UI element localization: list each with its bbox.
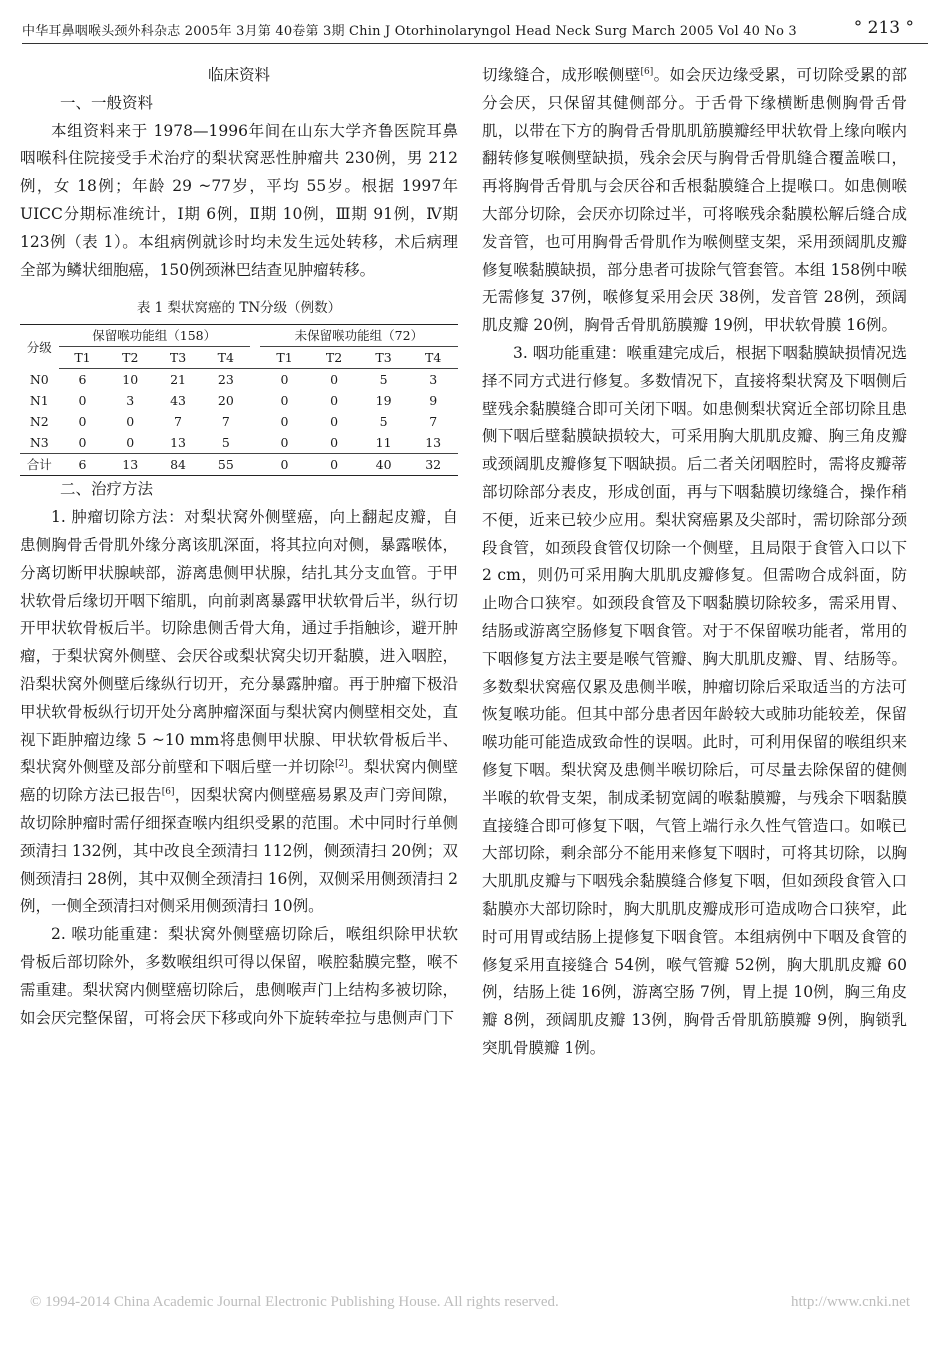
row-label: 合计 (20, 454, 59, 476)
col-header: T1 (59, 347, 107, 369)
cell: 0 (280, 372, 289, 388)
cell: 0 (260, 454, 310, 476)
subsection-treatment: 二、治疗方法 (60, 480, 154, 499)
footer-watermark (30, 1294, 910, 1311)
page-number: ° 213 ° (853, 18, 914, 38)
table-row (20, 390, 458, 411)
tn-staging-table (20, 324, 458, 476)
col-header: T4 (202, 347, 250, 369)
col-header: T4 (408, 347, 458, 369)
text-run: 。梨状窝内侧壁癌的切除方法已报告 (20, 758, 458, 805)
table-row (20, 369, 458, 391)
text-run: 切缘缝合，成形喉侧壁 (482, 66, 641, 84)
paragraph-pharynx-reconstruction: 3. 咽功能重建：喉重建完成后，根据下咽黏膜缺损情况选择不同方式进行修复。多数情况下，直接将梨状窝及下咽侧后壁残余黏膜缝合即可关闭下咽。如患侧梨状窝近全部切除且患侧下咽后壁黏膜缺损较大，可采用胸大肌肌皮瓣、胸三角皮瓣或颈阔肌皮瓣修复下咽缺损。后二者关闭咽腔时，需将皮瓣蒂部切除部分表皮，形成创面，再与下咽黏膜切缘缝合，操作稍不便，近来已较少应用。梨状窝癌累及尖部时，需切除部分颈段食管，如颈段食管仅切除一个侧壁，且局限于食管入口以下 2 cm，则仍可采用胸大肌肌皮瓣修复。但需吻合成斜面，防止吻合口狭窄。如颈段食管及下咽黏膜切除较多，需采用胃、结肠或游离空肠修复下咽食管。对于不保留喉功能者，常用的下咽修复方法主要是喉气管瓣、胸大肌肌皮瓣、胃、结肠等。多数梨状窝癌仅累及患侧半喉，肿瘤切除后采取适当的方法可恢复喉功能。但其中部分患者因年龄较大或肺功能较差，保留喉功能可能造成致命性的误咽。此时，可利用保留的喉组织来修复下咽。梨状窝及患侧半喉切除后，可尽量去除保留的健侧半喉的软骨支架，制成柔韧宽阔的喉黏膜瓣，与残余下咽黏膜直接缝合即可修复下咽，气管上端行永久性气管造口。如喉已大部切除，剩余部分不能用来修复下咽时，可将其切除，以胸大肌肌皮瓣与下咽残余黏膜缝合修复下咽，但如颈段食管入口黏膜亦大部切除时，胸大肌肌皮瓣成形可造成吻合口狭窄，此时可用胃或结肠上提修复下咽食管。本组病例中下咽及食管的修复采用直接缝合 54例，喉气管瓣 52例，胸大肌肌皮瓣 60例，结肠上徙 16例，游离空肠 7例，胃上提 10例，胸三角皮瓣 8例，颈阔肌皮瓣 13例，胸骨舌骨肌筋膜瓣 9例，胸锁乳突肌骨膜瓣 1例。 (482, 343, 907, 1057)
paragraph-larynx-reconstruction-cont (482, 62, 907, 340)
group-header-not-preserved: 未保留喉功能组（72） (260, 325, 458, 347)
cell: 0 (78, 393, 87, 409)
cell: 5 (221, 435, 230, 451)
paragraph-tumor-resection (20, 504, 458, 921)
cell: 7 (174, 414, 182, 430)
cell: 3 (429, 372, 438, 388)
row-label: N1 (29, 393, 49, 409)
row-label: N3 (29, 435, 49, 451)
cell: 43 (170, 393, 186, 409)
cell: 11 (375, 435, 392, 451)
copyright-text: © 1994-2014 China Academic Journal Electronic Publishing House. All rights reserved. (30, 1294, 559, 1310)
table-row-total (20, 454, 458, 476)
text-run: ，因梨状窝内侧壁癌易累及声门旁间隙，故切除肿瘤时需仔细探查喉内组织受累的范围。术中同时行单侧颈清扫 132例，其中改良全颈清扫 112例，侧颈清扫 20例；双侧颈清扫 28例，其中双侧全颈清扫 16例，双侧采用侧颈清扫 2例，一侧全颈清扫对侧采用侧颈清扫 10例。 (20, 786, 458, 916)
cell: 6 (78, 372, 87, 388)
text-run: 。如会厌边缘受累，可切除受累的部分会厌，只保留其健侧部分。于舌骨下缘横断患侧胸骨舌骨肌，以带在下方的胸骨舌骨肌肌筋膜瓣经甲状软骨上缘向喉内翻转修复喉侧壁缺损，残余会厌与胸骨舌骨肌缝合覆盖喉口，再将胸骨舌骨肌与会厌谷和舌根黏膜缝合上提喉口。如患侧喉大部分切除，会厌亦切除过半，可将喉残余黏膜松解后缝合成发音管，也可用胸骨舌骨肌作为喉侧壁支架，采用颈阔肌皮瓣修复喉黏膜缺损，部分患者可拔除气管套管。本组 158例中喉无需修复 37例，喉修复采用会厌 38例，发音管 28例，颈阔肌皮瓣 20例，胸骨舌骨肌筋膜瓣 19例，甲状软骨膜 16例。 (482, 66, 907, 335)
source-url: http://www.cnki.net (790, 1294, 910, 1310)
journal-citation: 中华耳鼻咽喉头颈外科杂志 2005年 3月第 40卷第 3期 Chin J Otorhinolaryngol Head Neck Surg March 2005 Vol 40 No 3 (22, 24, 797, 39)
row-label: N0 (29, 372, 49, 388)
col-header: T3 (154, 347, 202, 369)
cell: 0 (330, 393, 339, 409)
cell: 20 (217, 393, 234, 409)
cell: 3 (126, 393, 135, 409)
header-rule (22, 43, 928, 44)
cell: 0 (330, 372, 339, 388)
cell: 13 (170, 435, 186, 451)
cell: 0 (78, 435, 87, 451)
cell: 13 (106, 454, 154, 476)
cell: 0 (126, 414, 135, 430)
table-row (20, 432, 458, 454)
cell: 40 (359, 454, 409, 476)
right-column (482, 62, 907, 1063)
col-header: T1 (260, 347, 310, 369)
cell: 6 (59, 454, 107, 476)
paragraph-larynx-reconstruction: 2. 喉功能重建：梨状窝外侧壁癌切除后，喉组织除甲状软骨板后部切除外，多数喉组织可得以保留，喉腔黏膜完整，喉不需重建。梨状窝内侧壁癌切除后，患侧喉声门上结构多被切除，如会厌完整保留，可将会厌下移或向外下旋转牵拉与患侧声门下 (20, 925, 458, 1027)
table-row (20, 411, 458, 432)
running-header (22, 18, 928, 42)
cell: 9 (429, 393, 438, 409)
group-header-preserved: 保留喉功能组（158） (59, 325, 250, 347)
row-label: N2 (29, 414, 49, 430)
cell: 0 (309, 454, 359, 476)
cell: 7 (429, 414, 438, 430)
paragraph-general-data: 本组资料来于 1978—1996年间在山东大学齐鲁医院耳鼻咽喉科住院接受手术治疗的梨状窝恶性肿瘤共 230例，男 212例，女 18例；年龄 29 ~77岁，平均 55岁。根据 1997年 UICC分期标准统计，Ⅰ期 6例，Ⅱ期 10例，Ⅲ期 91例，Ⅳ期 123例（表 1）。本组病例就诊时均未发生远处转移，术后病理全部为鳞状细胞癌，150例颈淋巴结查见肿瘤转移。 (20, 121, 458, 279)
cell: 5 (379, 414, 388, 430)
cell: 0 (78, 414, 87, 430)
col-header: T3 (359, 347, 409, 369)
cell: 55 (202, 454, 250, 476)
cell: 0 (280, 435, 289, 451)
cell: 0 (126, 435, 135, 451)
col-header: T2 (106, 347, 154, 369)
citation-ref: [6] (161, 786, 175, 797)
cell: 0 (280, 414, 289, 430)
cell: 5 (379, 372, 388, 388)
table-caption: 表 1 梨状窝癌的 TN分级（例数） (136, 300, 342, 317)
col-header: T2 (309, 347, 359, 369)
cell: 10 (122, 372, 139, 388)
citation-ref: [2] (334, 759, 348, 770)
cell: 0 (280, 393, 289, 409)
text-run: 1. 肿瘤切除方法：对梨状窝外侧壁癌，向上翻起皮瓣，自患侧胸骨舌骨肌外缘分离该肌深面，将其拉向对侧，暴露喉体，分离切断甲状腺峡部，游离患侧甲状腺，结扎其分支血管。于甲状软骨后缘切开咽下缩肌，向前剥离暴露甲状软骨后半，纵行切开甲状软骨板后半。切除患侧舌骨大角，通过手指触诊，避开肿瘤，于梨状窝外侧壁、会厌谷或梨状窝尖切开黏膜，进入咽腔，沿梨状窝外侧壁后缘纵行切开，充分暴露肿瘤。再于肿瘤下极沿甲状软骨板纵行切开处分离肿瘤深面与梨状窝内侧壁相交处，直视下距肿瘤边缘 5 ~10 mm将患侧甲状腺、甲状软骨板后半、梨状窝外侧壁及部分前壁和下咽后壁一并切除 (20, 508, 458, 777)
left-column (20, 62, 458, 1032)
table-stub-header: 分级 (26, 339, 52, 355)
cell: 0 (330, 435, 339, 451)
citation-ref: [6] (640, 66, 654, 77)
cell: 23 (217, 372, 234, 388)
cell: 19 (375, 393, 392, 409)
section-heading: 临床资料 (207, 66, 270, 84)
cell: 7 (221, 414, 230, 430)
cell: 0 (330, 414, 339, 430)
cell: 21 (170, 372, 186, 388)
subsection-general: 一、一般资料 (60, 93, 154, 112)
cell: 32 (408, 454, 458, 476)
cell: 13 (425, 435, 442, 451)
cell: 84 (154, 454, 202, 476)
